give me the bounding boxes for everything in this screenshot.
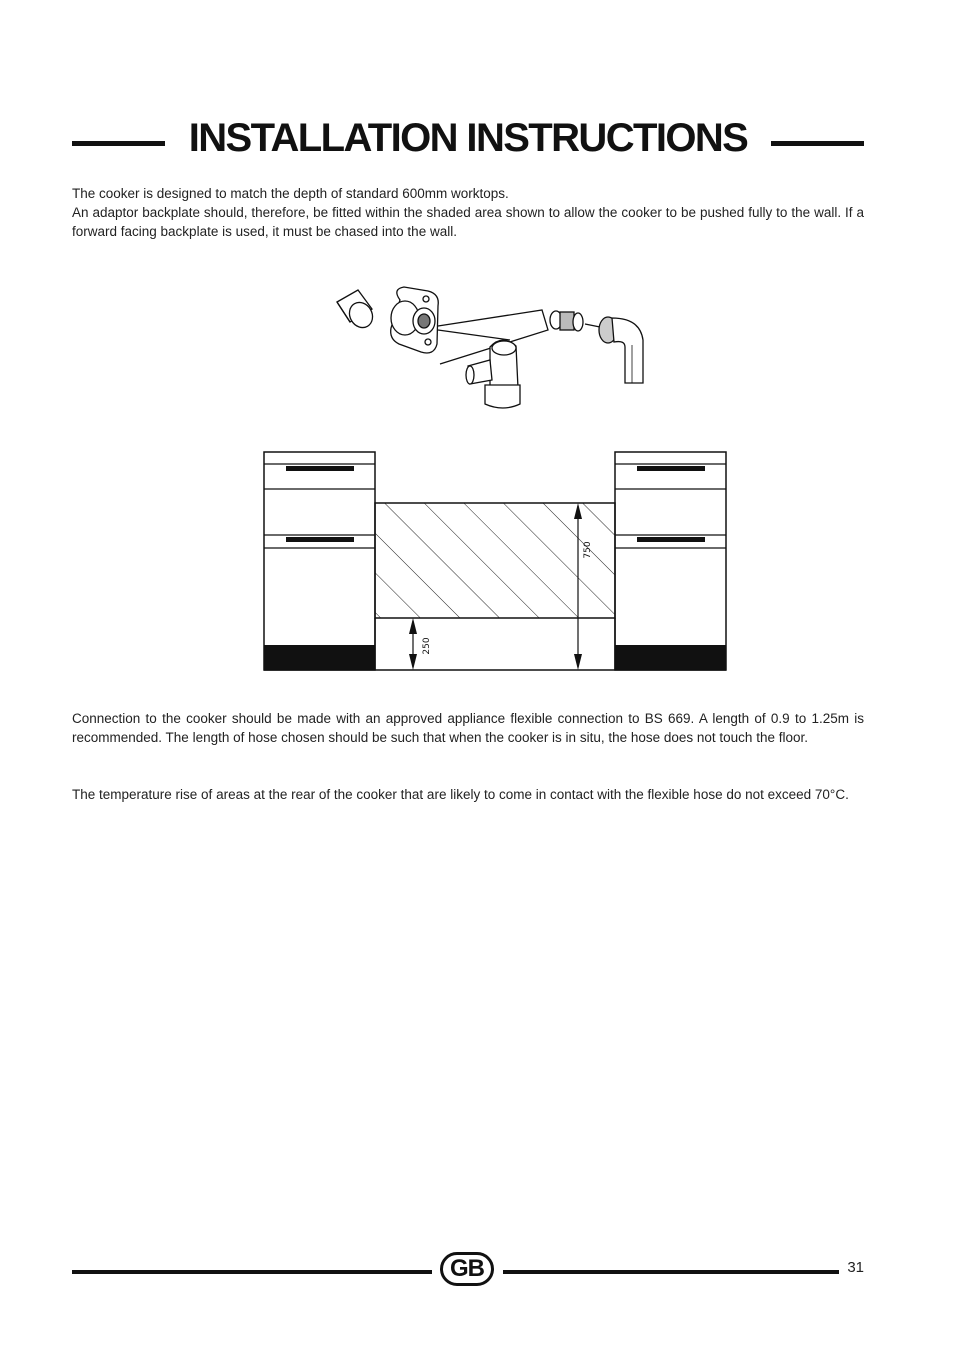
temperature-text: The temperature rise of areas at the rear of the cooker that are likely to come in contact with the flexible hose do not exceed 70°C.	[72, 787, 849, 802]
gas-fitting-illustration	[337, 287, 643, 408]
wall-plate-elbow	[391, 287, 439, 353]
language-badge: GB	[440, 1252, 494, 1286]
intro-line-1: The cooker is designed to match the depth of standard 600mm worktops.	[72, 186, 509, 201]
footer-rule-right	[503, 1270, 839, 1274]
page-title: INSTALLATION INSTRUCTIONS	[188, 116, 748, 160]
connection-text: Connection to the cooker should be made with an approved appliance flexible connection to BS 669. A length of 0.9 to 1.25m is recommended. The length of hose chosen should be such that when the cooker is in situ, the hose does not touch the floor.	[72, 711, 864, 746]
intro-line-2: An adaptor backplate should, therefore, be fitted within the shaded area shown to allow the cooker to be pushed fully to the wall. If a forward facing backplate is used, it must be chased into the wall.	[72, 205, 864, 240]
isolation-valve	[466, 340, 520, 408]
cabinet-elevation	[264, 452, 726, 670]
dimension-750-label: 750	[583, 541, 593, 559]
temperature-paragraph	[72, 785, 864, 804]
right-cabinet	[615, 452, 726, 670]
dimension-250-arrow	[409, 618, 432, 670]
page-number: 31	[847, 1259, 864, 1276]
connection-paragraph	[72, 709, 864, 747]
left-cabinet	[264, 452, 375, 670]
footer-rule-left	[72, 1270, 432, 1274]
backplate-shaded-area	[375, 503, 615, 618]
hose-coupling	[550, 311, 643, 383]
dimension-250-label: 250	[422, 637, 432, 655]
supply-pipe	[337, 290, 377, 332]
